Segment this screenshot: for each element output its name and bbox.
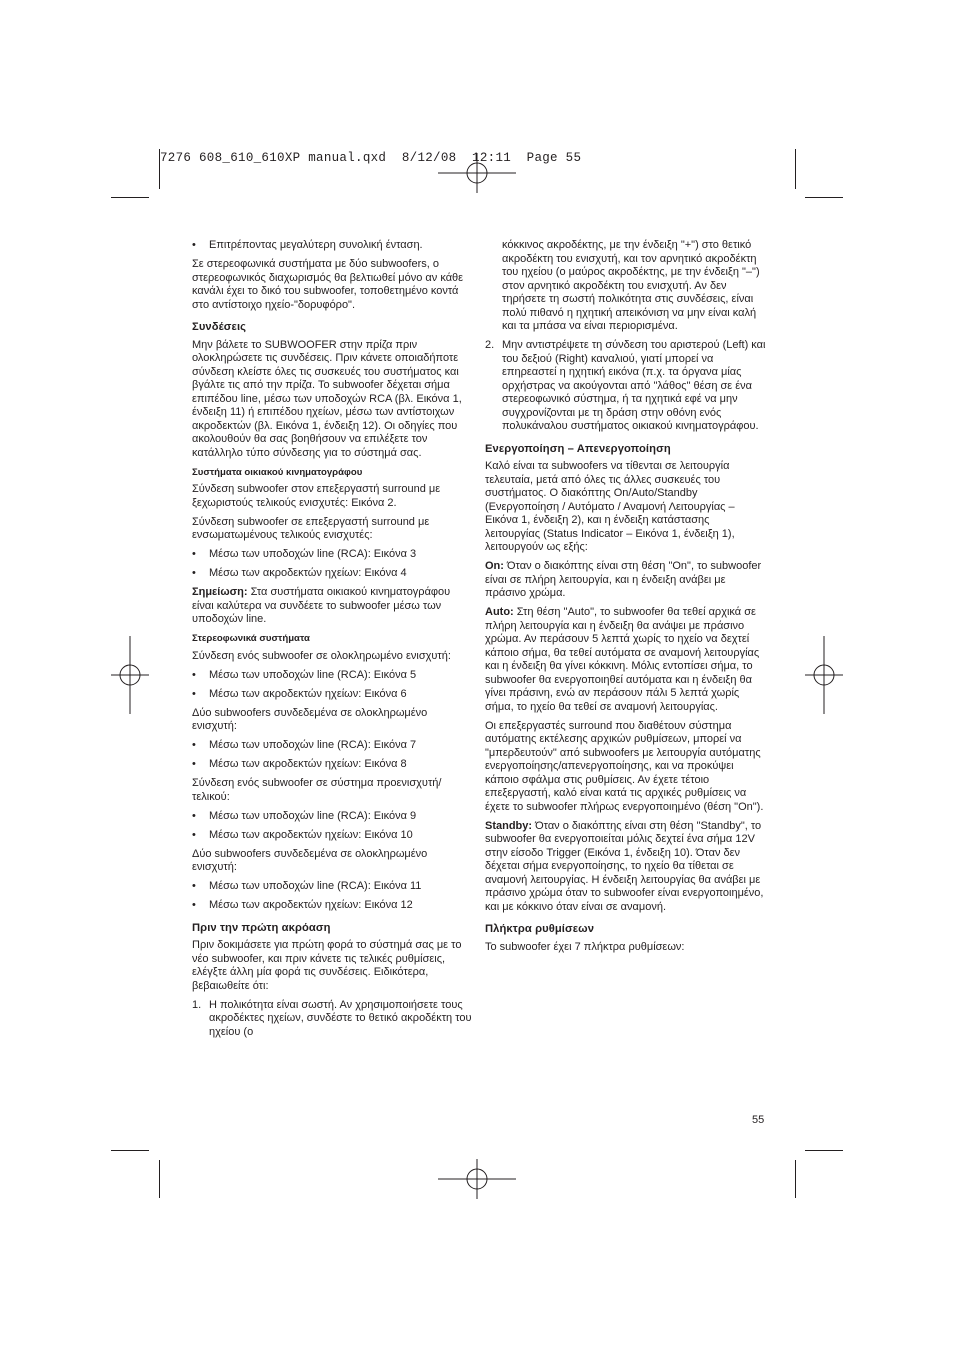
subheading-home-cinema: Συστήματα οικιακού κινηματογράφου	[192, 466, 363, 478]
subheading-stereo: Στερεοφωνικά συστήματα	[192, 633, 310, 644]
list-item: • Μέσω των υποδοχών line (RCA): Εικόνα 11	[192, 880, 422, 892]
note-label: Σημείωση:	[192, 586, 248, 598]
numbered-item: 2. Μην αντιστρέψετε τη σύνδεση του αριστερού (Left) και του δεξιού (Right) καναλιού, γιατί μπορεί να επηρεαστεί η ηχητική εικόνα (π.χ. τα όργανα μίας ορχήστρας να ακούγονται από "λάθος" θέση σε ένα στερεοφωνικό σύστημα, ή τα ηχητικά εφέ να μην συγχρονίζονται με τη δράση στην οθόνη ενός πολυκάναλου συστήματος οικιακού κινηματογράφου.	[485, 339, 766, 432]
bullet-icon: •	[192, 809, 196, 822]
bullet-icon: •	[192, 880, 196, 892]
mode-auto-label: Auto:	[485, 606, 514, 618]
list-item: • Μέσω των ακροδεκτών ηχείων: Εικόνα 4	[192, 567, 407, 579]
numbered-item: 1. Η πολικότητα είναι σωστή. Αν χρησιμοποιήσετε τους ακροδέκτες ηχείων, συνδέστε το θετικό ακροδέκτη του ηχείου (ο	[192, 998, 472, 1038]
bullet-icon: •	[192, 739, 196, 751]
paragraph: Πριν δοκιμάσετε για πρώτη φορά το σύστημά σας με το νέο subwoofer, και πριν κάνετε τις τελικές ρυθμίσεις, ελέγξτε άλλη μία φορά τις συνδέσεις. Ειδικότερα, βεβαιωθείτε ότι:	[192, 939, 462, 992]
numbered-item-continued: κόκκινος ακροδέκτης, με την ένδειξη "+") στο θετικό ακροδέκτη του ενισχυτή, και τον αρνητικό ακροδέκτη του ηχείου (ο μαύρος ακροδέκτης, με την ένδειξη "–") στον αρνητικό ακροδέκτη του ενισχυτή. Αν δεν τηρήσετε τη σωστή πολικότητα στις συνδέσεις, είναι πολύ πιθανό η ηχητική απεικόνιση να μην είναι καλή και τα μπάσα να είναι περιορισμένα.	[502, 239, 760, 332]
heading-first-listening: Πριν την πρώτη ακρόαση	[192, 921, 331, 934]
list-item: • Μέσω των ακροδεκτών ηχείων: Εικόνα 6	[192, 687, 407, 700]
mode-auto: Auto: Στη θέση "Auto", το subwoofer θα τεθεί αρχικά σε πλήρη λειτουργία και η ένδειξη θα ανάψει με πράσινο χρώμα. Αν περάσουν 5 λεπτά χωρίς το ηχείο να δεχτεί κάποιο σήμα, θα τεθεί αυτόματα σε αναμονή λειτουργίας και η ένδειξη θα γίνει κόκκινη. Μόλις εντοπίσει σήμα, το subwoofer θα ενεργοποιηθεί αυτόματα και η ένδειξη θα γίνει πράσινη, ενώ αν περάσουν πάλι 5 λεπτά χωρίς σήμα, το ηχείο θα τεθεί σε αναμονή λειτουργίας.	[485, 606, 760, 713]
bullet-icon: •	[192, 567, 196, 579]
list-item: • Μέσω των υποδοχών line (RCA): Εικόνα 5	[192, 668, 417, 681]
file-slug: 7276 608_610_610XP manual.qxd 8/12/08 12:11 Page 55	[160, 151, 582, 165]
heading-power: Ενεργοποίηση – Απενεργοποίηση	[485, 442, 671, 455]
paragraph: Σύνδεση subwoofer στον επεξεργαστή surround με ξεχωριστούς τελικούς ενισχυτές: Εικόνα 2.	[192, 483, 441, 509]
note: Σημείωση: Στα συστήματα οικιακού κινηματογράφου είναι καλύτερα να συνδέετε το subwoofer μέσω των υποδοχών line.	[192, 586, 451, 625]
paragraph: Οι επεξεργαστές surround που διαθέτουν σύστημα αυτόματης εκτέλεσης αρχικών ρυθμίσεων, μπορεί να "μπερδευτούν" από subwoofers με λειτουργία αυτόματης ενεργοποίησης/απενεργοποίησης, και να προκύψει κάποιο σφάλμα στις ρυθμίσεις. Αν έχετε τέτοιο επεξεργαστή, καλό είναι κατά τις αρχικές ρυθμίσεις να έχετε το subwoofer πλήρως ενεργοποιημένο (θέση "On").	[485, 719, 764, 813]
bullet-icon: •	[192, 687, 196, 700]
mode-standby: Standby: Όταν ο διακόπτης είναι στη θέση "Standby", το subwoofer θα ενεργοποιείται μόλις δεχτεί ένα σήμα 12V στην είσοδο Trigger (Εικόνα 1, ένδειξη 10). Όταν δεν δέχεται σήμα ενεργοποίησης, το ηχείο θα τίθεται σε αναμονή λειτουργίας. Η ένδειξη λειτουργίας θα ανάβει με πράσινο χρώμα όταν το subwoofer είναι ενεργοποιημένο, και με κόκκινο όταν είναι σε αναμονή.	[485, 819, 764, 913]
list-item: • Μέσω των ακροδεκτών ηχείων: Εικόνα 12	[192, 899, 413, 911]
paragraph: Καλό είναι τα subwoofers να τίθενται σε λειτουργία τελευταία, μετά από όλες τις άλλες συσκευές του συστήματος. Ο διακόπτης On/Auto/Standby (Ενεργοποίηση / Αυτόματο / Αναμονή Λειτουργίας – Εικόνα 1, ένδειξη 2), και η ένδειξη κατάστασης λειτουργίας (Status Indicator – Εικόνα 1, ένδειξη 1), λειτουργούν ως εξής:	[485, 460, 735, 553]
heading-controls: Πλήκτρα ρυθμίσεων	[485, 923, 595, 935]
paragraph: Δύο subwoofers συνδεδεμένα σε ολοκληρωμένο ενισχυτή:	[192, 847, 428, 873]
paragraph: Σύνδεση subwoofer σε επεξεργαστή surround με ενσωματωμένους τελικούς ενισχυτές:	[192, 515, 430, 541]
paragraph: Σε στερεοφωνικά συστήματα με δύο subwoofers, ο στερεοφωνικός διαχωρισμός θα βελτιωθεί μόνο αν κάθε κανάλι έχει το δικό του subwoofer, τοποθετημένο κοντά στο αντίστοιχο ηχείο-"δορυφόρο".	[192, 258, 464, 311]
paragraph: Το subwoofer έχει 7 πλήκτρα ρυθμίσεων:	[485, 940, 685, 953]
paragraph: Δύο subwoofers συνδεδεμένα σε ολοκληρωμένο ενισχυτή:	[192, 706, 428, 732]
bullet-icon: •	[192, 828, 196, 841]
page-number: 55	[752, 1114, 765, 1126]
bullet-icon: •	[192, 239, 196, 251]
bullet-icon: •	[192, 758, 196, 770]
mode-on: On: Όταν ο διακόπτης είναι στη θέση "On", το subwoofer είναι σε πλήρη λειτουργία, και η ένδειξη ανάβει με πράσινο χρώμα.	[485, 560, 762, 599]
paragraph: Μην βάλετε το SUBWOOFER στην πρίζα πριν ολοκληρώσετε τις συνδέσεις. Πριν κάνετε οποιαδήποτε σύνδεση κλείστε όλες τις συσκευές του συστήματος και βγάλτε τις από την πρίζα. Το subwoofer δέχεται σήμα επιπέδου line, μέσω των υποδοχών RCA (βλ. Εικόνα 1, ένδειξη 11) ή επιπέδου ηχείων, μέσω των αντίστοιχων ακροδεκτών (βλ. Εικόνα 1, ένδειξη 12). Οι οδηγίες που ακολουθούν θα σας βοηθήσουν να επιλέξετε τον κατάλληλο τύπο σύνδεσης για το σύστημά σας.	[192, 338, 462, 459]
list-item: • Μέσω των ακροδεκτών ηχείων: Εικόνα 10	[192, 828, 413, 841]
list-item: • Μέσω των υποδοχών line (RCA): Εικόνα 7	[192, 739, 417, 751]
mode-standby-label: Standby:	[485, 819, 533, 832]
bullet-icon: •	[192, 668, 196, 681]
bullet-icon: •	[192, 899, 196, 911]
registration-mark-left	[111, 636, 149, 714]
list-item: • Μέσω των υποδοχών line (RCA): Εικόνα 9	[192, 809, 417, 822]
paragraph: Σύνδεση ενός subwoofer σε σύστημα προενισχυτή/τελικού:	[192, 777, 442, 803]
paragraph: Σύνδεση ενός subwoofer σε ολοκληρωμένο ενισχυτή:	[192, 649, 451, 662]
registration-mark-bottom	[438, 1159, 516, 1199]
list-item: • Μέσω των ακροδεκτών ηχείων: Εικόνα 8	[192, 758, 407, 770]
list-item: • Μέσω των υποδοχών line (RCA): Εικόνα 3	[192, 548, 417, 560]
list-item: • Επιτρέποντας μεγαλύτερη συνολική ένταση.	[192, 239, 423, 251]
bullet-icon: •	[192, 548, 196, 560]
mode-on-label: On:	[485, 560, 504, 572]
right-column	[485, 239, 767, 960]
heading-connections: Συνδέσεις	[192, 321, 247, 333]
registration-mark-right	[805, 636, 843, 714]
left-column	[192, 239, 474, 1045]
